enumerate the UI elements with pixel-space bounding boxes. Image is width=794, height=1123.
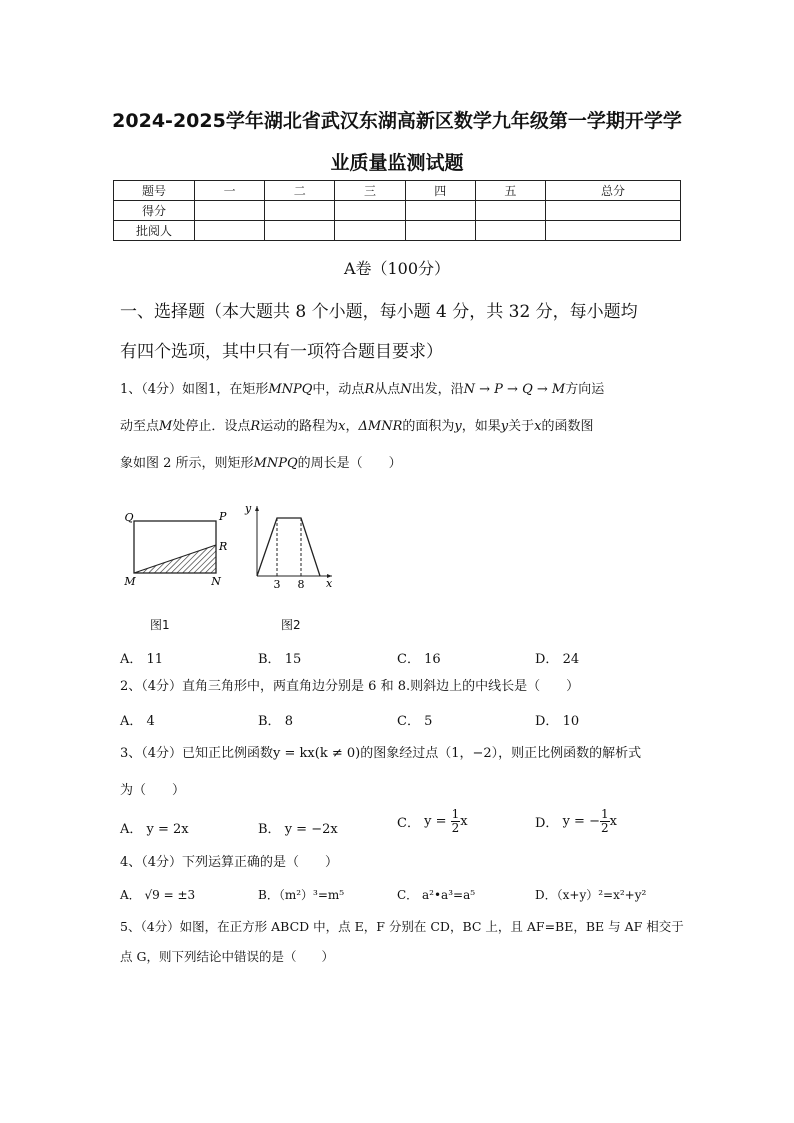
table-cell[interactable] bbox=[335, 201, 405, 221]
label-r: R bbox=[219, 540, 228, 553]
figure-1-caption: 图1 bbox=[150, 618, 170, 632]
question-2: 2、（4分）直角三角形中，两直角边分别是 6 和 8.则斜边上的中线长是（ ） bbox=[120, 679, 580, 694]
q1-math: R bbox=[250, 419, 261, 434]
page-title-line2: 业质量监测试题 bbox=[330, 152, 464, 174]
score-table-header bbox=[114, 181, 681, 201]
q1-math: M bbox=[159, 419, 173, 434]
table-cell: 一 bbox=[195, 181, 265, 201]
q4-option-b[interactable]: B．（m²）³=m⁵ bbox=[258, 888, 345, 902]
q1-text: 出发，沿 bbox=[411, 382, 464, 397]
q1-text: 的函数图 bbox=[541, 419, 594, 434]
label-y: y bbox=[245, 502, 252, 515]
table-row bbox=[114, 221, 681, 241]
table-cell[interactable] bbox=[546, 221, 681, 241]
q1-text: 关于 bbox=[508, 419, 535, 434]
q1-text: 动至点 bbox=[120, 419, 160, 434]
q1-math: MNPQ bbox=[268, 382, 313, 397]
question-5-line2: 点 G，则下列结论中错误的是（ ） bbox=[120, 949, 334, 964]
q1-text: 中，动点 bbox=[312, 382, 365, 397]
table-cell[interactable] bbox=[475, 221, 545, 241]
q1-math: ΔMNR bbox=[358, 419, 403, 434]
table-cell[interactable] bbox=[195, 221, 265, 241]
table-row bbox=[114, 201, 681, 221]
q1-option-b[interactable]: B． 15 bbox=[258, 652, 302, 667]
q3-option-b[interactable]: B． y = −2x bbox=[258, 822, 338, 837]
table-cell: 三 bbox=[335, 181, 405, 201]
q1-math: y bbox=[454, 419, 462, 434]
q1-text: 的面积为 bbox=[402, 419, 455, 434]
q2-option-c[interactable]: C． 5 bbox=[397, 714, 433, 729]
table-cell: 五 bbox=[475, 181, 545, 201]
triangle-mnr bbox=[134, 545, 216, 573]
q4-option-a[interactable]: A． √9 = ±3 bbox=[120, 888, 196, 902]
table-cell: 总分 bbox=[546, 181, 681, 201]
q4-option-d[interactable]: D．（x+y）²=x²+y² bbox=[535, 888, 647, 902]
tick-3: 3 bbox=[273, 578, 281, 591]
q1-text: 的周长是（ ） bbox=[297, 456, 402, 471]
y-axis-arrow bbox=[255, 506, 259, 511]
label-p: P bbox=[219, 510, 227, 523]
table-cell[interactable] bbox=[475, 201, 545, 221]
q1-text: 象如图 2 所示，则矩形 bbox=[120, 456, 254, 471]
label-q: Q bbox=[124, 511, 134, 524]
fraction: $\frac{1}{2}$ bbox=[600, 807, 609, 835]
function-graph bbox=[257, 518, 320, 576]
table-cell[interactable] bbox=[335, 221, 405, 241]
question-3-line1: 3、（4分）已知正比例函数y = kx(k ≠ 0)的图象经过点（1，−2），则正比例函数的解析式 bbox=[120, 746, 642, 761]
q2-option-d[interactable]: D． 10 bbox=[535, 714, 580, 729]
q1-option-c[interactable]: C． 16 bbox=[397, 652, 441, 667]
q1-option-a[interactable]: A． 11 bbox=[120, 652, 164, 667]
question-4: 4、（4分）下列运算正确的是（ ） bbox=[120, 855, 339, 870]
label-x: x bbox=[326, 577, 333, 590]
label-n: N bbox=[211, 575, 221, 588]
figure-2-caption: 图2 bbox=[281, 618, 301, 632]
q2-option-b[interactable]: B． 8 bbox=[258, 714, 293, 729]
figure-2-graph bbox=[237, 498, 337, 594]
q3-option-a[interactable]: A． y = 2x bbox=[120, 822, 189, 837]
fraction: $\frac{1}{2}$ bbox=[451, 807, 460, 835]
table-cell: 题号 bbox=[114, 181, 195, 201]
q1-text: 1、（4分）如图1，在矩形 bbox=[120, 382, 269, 397]
table-cell[interactable] bbox=[405, 221, 475, 241]
page-title-line1: 2024-2025学年湖北省武汉东湖高新区数学九年级第一学期开学学 bbox=[112, 110, 682, 132]
q4-option-c[interactable]: C． a²•a³=a⁵ bbox=[397, 888, 476, 902]
table-cell: 批阅人 bbox=[114, 221, 195, 241]
question-1-line2 bbox=[120, 418, 594, 435]
q1-text: 运动的路程为 bbox=[260, 419, 339, 434]
label-m: M bbox=[124, 575, 136, 588]
q2-option-a[interactable]: A． 4 bbox=[120, 714, 155, 729]
table-cell: 二 bbox=[265, 181, 335, 201]
question-1-line3 bbox=[120, 455, 402, 472]
paper-a-heading: A卷（100分） bbox=[343, 259, 451, 278]
q1-math: x bbox=[534, 419, 542, 434]
table-cell[interactable] bbox=[195, 201, 265, 221]
q1-text: 从点 bbox=[374, 382, 401, 397]
section-heading-line2: 有四个选项，其中只有一项符合题目要求） bbox=[120, 342, 443, 362]
table-cell[interactable] bbox=[265, 201, 335, 221]
q3-formula: y = kx(k ≠ 0) bbox=[273, 746, 361, 761]
q1-math: N → P → Q → M bbox=[463, 382, 566, 397]
table-cell[interactable] bbox=[265, 221, 335, 241]
q1-math: y bbox=[500, 419, 509, 434]
q1-text: 处停止．设点 bbox=[172, 419, 251, 434]
tick-8: 8 bbox=[297, 578, 305, 591]
q1-text: 方向运 bbox=[565, 382, 605, 397]
question-3-line2: 为（ ） bbox=[120, 783, 186, 798]
section-heading-line1: 一、选择题（本大题共 8 个小题，每小题 4 分，共 32 分，每小题均 bbox=[120, 302, 638, 322]
q3-option-c[interactable]: C． y = $\frac{1}{2}$ x bbox=[397, 807, 468, 835]
q3-option-d[interactable]: D． y = − $\frac{1}{2}$ x bbox=[535, 807, 617, 835]
q1-math: MNPQ bbox=[253, 456, 298, 471]
question-1-line1 bbox=[120, 381, 604, 398]
table-cell[interactable] bbox=[546, 201, 681, 221]
q1-math: R bbox=[364, 382, 375, 397]
q1-text: ， bbox=[345, 419, 359, 434]
table-cell: 四 bbox=[405, 181, 475, 201]
figure-1-rectangle bbox=[120, 505, 235, 595]
table-cell[interactable] bbox=[405, 201, 475, 221]
q1-option-d[interactable]: D． 24 bbox=[535, 652, 580, 667]
q1-math: N bbox=[400, 382, 412, 397]
question-5-line1: 5、（4分）如图，在正方形 ABCD 中，点 E，F 分别在 CD，BC 上，且 AF=BE，BE 与 AF 相交于 bbox=[120, 919, 684, 934]
q1-text: ，如果 bbox=[461, 419, 501, 434]
score-table bbox=[113, 180, 681, 241]
q1-math: x bbox=[338, 419, 346, 434]
table-cell: 得分 bbox=[114, 201, 195, 221]
